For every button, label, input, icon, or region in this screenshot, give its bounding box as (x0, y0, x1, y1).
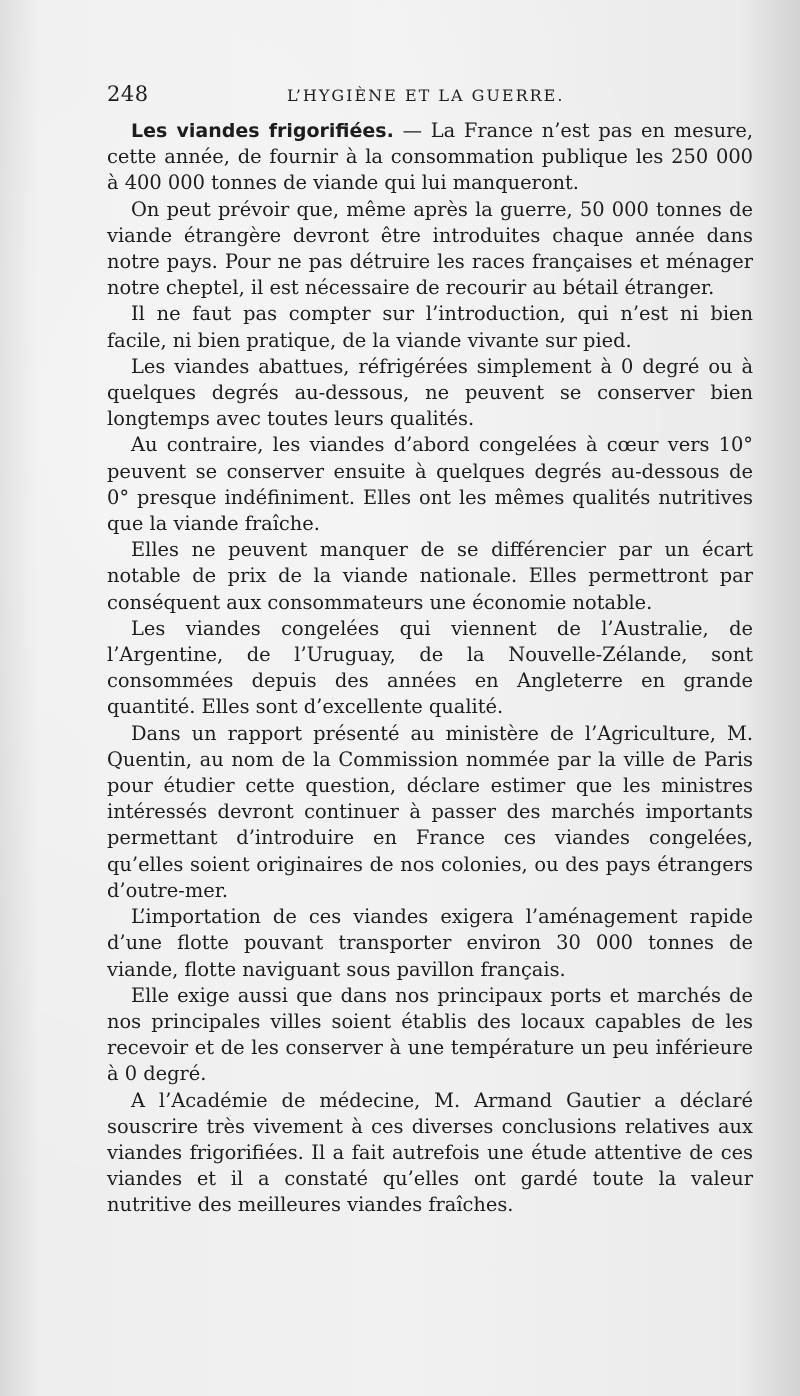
section-heading: Les viandes frigorifiées. (131, 120, 394, 142)
paragraph-1-text: — La France n’est pas en mesure, cette année, de fournir à la consommation publique les 250 000 à 400 000 tonnes de viande qui lui manqueront. (107, 119, 753, 195)
body-text (107, 118, 753, 1219)
paragraph-4: Les viandes abattues, réfrigérées simplement à 0 degré ou à quelques degrés au-dessous, ne peuvent se conserver bien longtemps avec toutes leurs qualités. (107, 354, 753, 431)
paragraph-7: Les viandes congelées qui viennent de l’Australie, de l’Argentine, de l’Uruguay, de la Nouvelle-Zélande, sont consommées depuis des années en Angleterre en grande quantité. Elles sont d’excellente qualité. (107, 616, 753, 719)
paragraph-1 (107, 118, 753, 197)
paragraph-9: L’importation de ces viandes exigera l’aménagement rapide d’une flotte pouvant transporter environ 30 000 tonnes de viande, flotte naviguant sous pavillon français. (107, 905, 753, 981)
paragraph-8: Dans un rapport présenté au ministère de l’Agriculture, M. Quentin, au nom de la Commission nommée par la ville de Paris pour étudier cette question, déclare estimer que les ministres intéressés devront continuer à passer des marchés importants permettant d’introduire en France ces viandes congelées, qu’elles soient originaires de nos colonies, ou des pays étrangers d’outre-mer. (107, 721, 753, 902)
paragraph-6: Elles ne peuvent manquer de se différencier par un écart notable de prix de la viande nationale. Elles permettront par conséquent aux consommateurs une économie notable. (107, 538, 753, 614)
paragraph-11: A l’Académie de médecine, M. Armand Gautier a déclaré souscrire très vivement à ces diverses conclusions relatives aux viandes frigorifiées. Il a fait autrefois une étude attentive de ces viandes et il a constaté qu’elles ont gardé toute la valeur nutritive des meilleures viandes fraîches. (107, 1088, 753, 1217)
paragraph-2: On peut prévoir que, même après la guerre, 50 000 tonnes de viande étrangère devront être introduites chaque année dans notre pays. Pour ne pas détruire les races françaises et ménager notre cheptel, il est nécessaire de recourir au bétail étranger. (107, 197, 753, 300)
running-title: L’HYGIÈNE ET LA GUERRE. (287, 86, 565, 105)
paragraph-10: Elle exige aussi que dans nos principaux ports et marchés de nos principales villes soient établis des locaux capables de les recevoir et de les conserver à une température un peu inférieure à 0 degré. (107, 983, 753, 1086)
paragraph-5: Au contraire, les viandes d’abord congelées à cœur vers 10° peuvent se conserver ensuite à quelques degrés au-dessous de 0° presque indéfiniment. Elles ont les mêmes qualités nutritives que la viande fraîche. (107, 433, 753, 536)
paragraph-3: Il ne faut pas compter sur l’introduction, qui n’est ni bien facile, ni bien pratique, de la viande vivante sur pied. (107, 302, 753, 352)
page-number: 248 (107, 82, 149, 106)
page-header (107, 82, 752, 112)
